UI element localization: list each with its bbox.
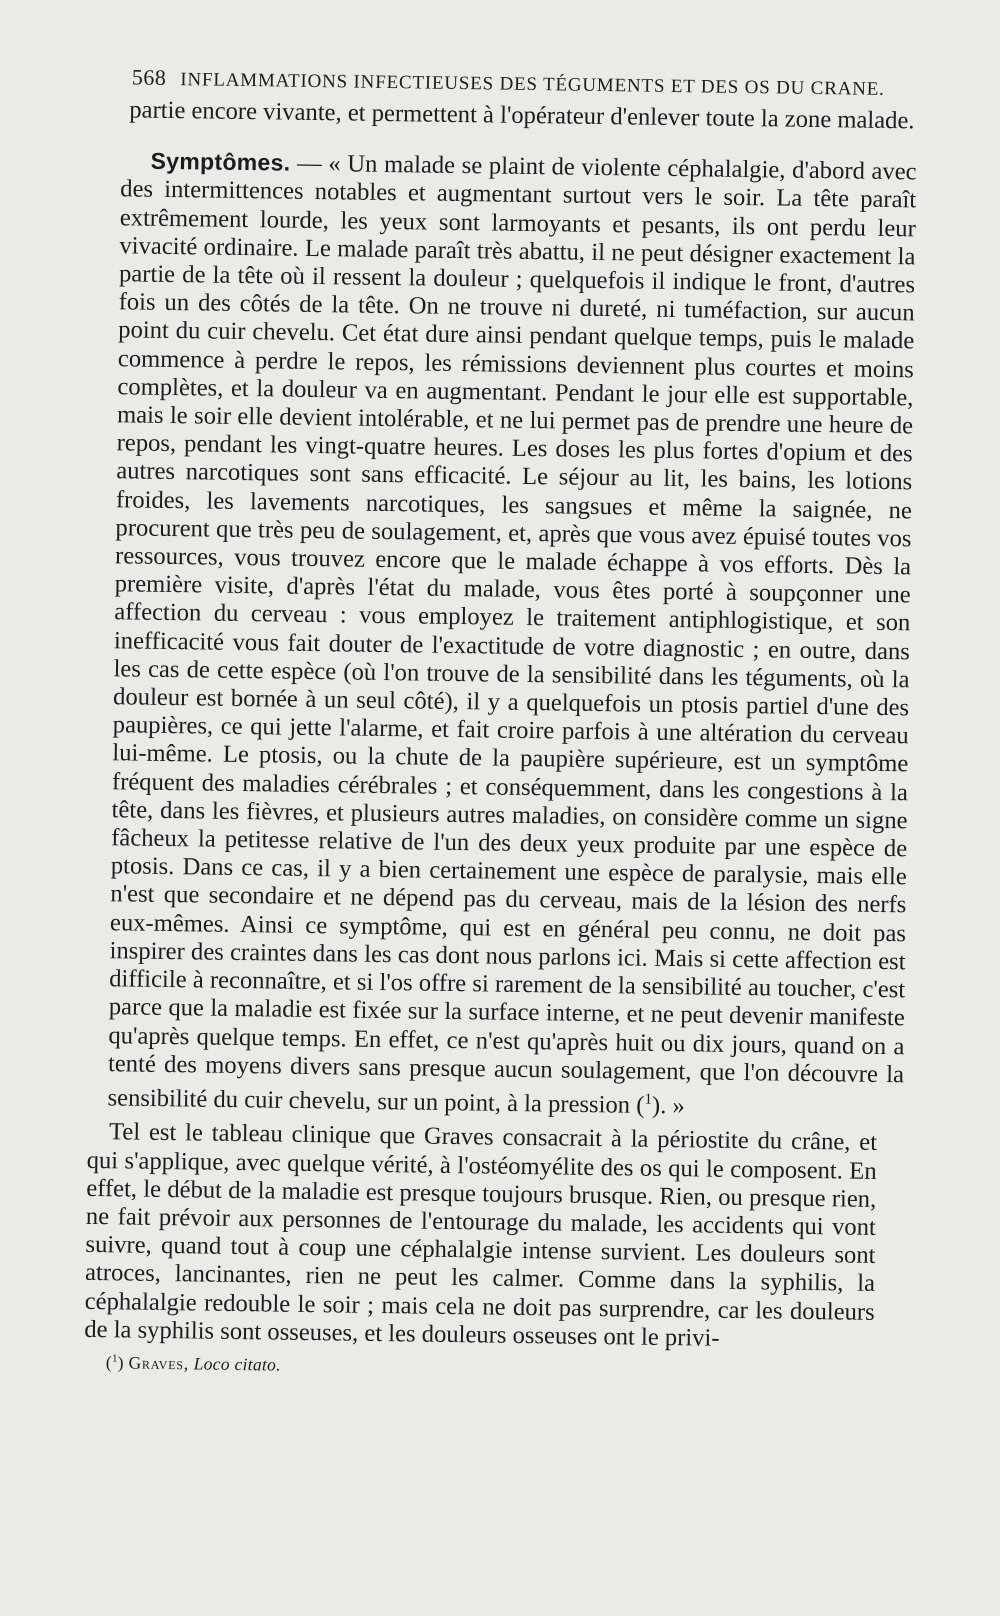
page-number: 568 bbox=[131, 64, 167, 90]
clinical-tableau-paragraph: Tel est le tableau clinique que Graves consacrait à la périostite du crâne, et qui s'applique, avec quelque vérité, à l'ostéomyélite des os qui le composent. En effet, le début de la maladie est presque toujours brusque. Rien, ou presque rien, ne fait prévoir aux personnes de l'entourage du malade, les accidents qui vont suivre, quand tout à coup une céphalalgie intense survient. Les douleurs sont atroces, lancinantes, rien ne peut les calmer. Comme dans la syphilis, la céphalalgie redouble le soir ; mais cela ne doit pas surprendre, car les douleurs de la syphilis sont osseuses, et les douleurs osseuses ont le privi- bbox=[84, 1118, 878, 1352]
running-title: INFLAMMATIONS INFECTIEUSES DES TÉGUMENTS ET DES OS DU CRANE. bbox=[180, 69, 885, 100]
footnote-marker-close: ) bbox=[117, 1352, 125, 1373]
footnote-marker-open: ( bbox=[105, 1352, 113, 1373]
footnote-author: Graves, bbox=[128, 1352, 190, 1374]
running-head bbox=[132, 64, 922, 101]
continuation-paragraph: partie encore vivante, et permettent à l'opérateur d'enlever toute la zone malade. bbox=[129, 96, 915, 135]
text-block bbox=[84, 64, 922, 1384]
symptoms-paren-open: ( bbox=[635, 1091, 645, 1119]
footnote bbox=[106, 1352, 904, 1384]
symptoms-closing: ). » bbox=[651, 1091, 685, 1120]
footnote-marker: 1 bbox=[111, 1352, 118, 1365]
section-heading: Symptômes. bbox=[150, 147, 291, 176]
footnote-reference-text: Loco citato. bbox=[193, 1353, 282, 1375]
symptoms-paragraph bbox=[107, 146, 916, 1123]
symptoms-text: — « Un malade se plaint de violente céphalalgie, d'abord avec des intermittences notables et augmentant surtout vers le soir. La tête paraît extrêmement lourde, les yeux sont larmoyants et pesants, ils ont perdu leur vivacité ordinaire. Le malade paraît très abattu, il ne peut désigner exactement la partie de la tête où il ressent la douleur ; quelquefois il indique le front, d'autres fois un des côtés de la tête. On ne trouve ni dureté, ni tuméfaction, sur aucun point du cuir chevelu. Cet état dure ainsi pendant quelque temps, puis le malade commence à perdre le repos, les rémissions deviennent plus courtes et moins complètes, et la douleur va en augmentant. Pendant le jour elle est supportable, mais le soir elle devient intolérable, et ne lui permet pas de prendre une heure de repos, pendant les vingt-quatre heures. Les doses les plus fortes d'opium et des autres narcotiques sont sans efficacité. Le séjour au lit, les bains, les lotions froides, les lavements narcotiques, les sangsues et même la saignée, ne procurent que très peu de soulagement, et, après que vous avez épuisé toutes vos ressources, vous trouvez encore que le malade échappe à vos efforts. Dès la première visite, d'après l'état du malade, vous êtes porté à soupçonner une affection du cerveau : vous employez le traitement antiphlogistique, et son inefficacité vous fait douter de l'exactitude de votre diagnostic ; en outre, dans les cas de cette espèce (où l'on trouve de la sensibilité dans les téguments, où la douleur est bornée à un seul côté), il y a quelquefois un ptosis partiel d'une des paupières, ce qui jette l'alarme, et fait croire parfois à une altération du cerveau lui-même. Le ptosis, ou la chute de la paupière supérieure, est un symptôme fréquent des maladies cérébrales ; et conséquemment, dans les congestions à la tête, dans les fièvres, et plusieurs autres maladies, on considère comme un signe fâcheux la petitesse relative de l'un des deux yeux produite par une espèce de ptosis. Dans ce cas, il y a bien certainement une espèce de paralysie, mais elle n'est que secondaire et ne dépend pas du cerveau, mais de la lésion des nerfs eux-mêmes. Ainsi ce symptôme, qui est en général peu connu, ne doit pas inspirer des craintes dans les cas dont nous parlons ici. Mais si cette affection est difficile à reconnaître, et si l'os offre si rarement de la sensibilité au toucher, c'est parce que la maladie est fixée sur la surface interne, et ne peut devenir manifeste qu'après quelque temps. En effet, ce n'est qu'après huit ou dix jours, quand on a tenté des moyens divers sans presque aucun soulagement, que l'on découvre la sensibilité du cuir chevelu, sur un point, à la pression bbox=[107, 149, 917, 1119]
footnote-reference: 1 bbox=[644, 1090, 653, 1108]
